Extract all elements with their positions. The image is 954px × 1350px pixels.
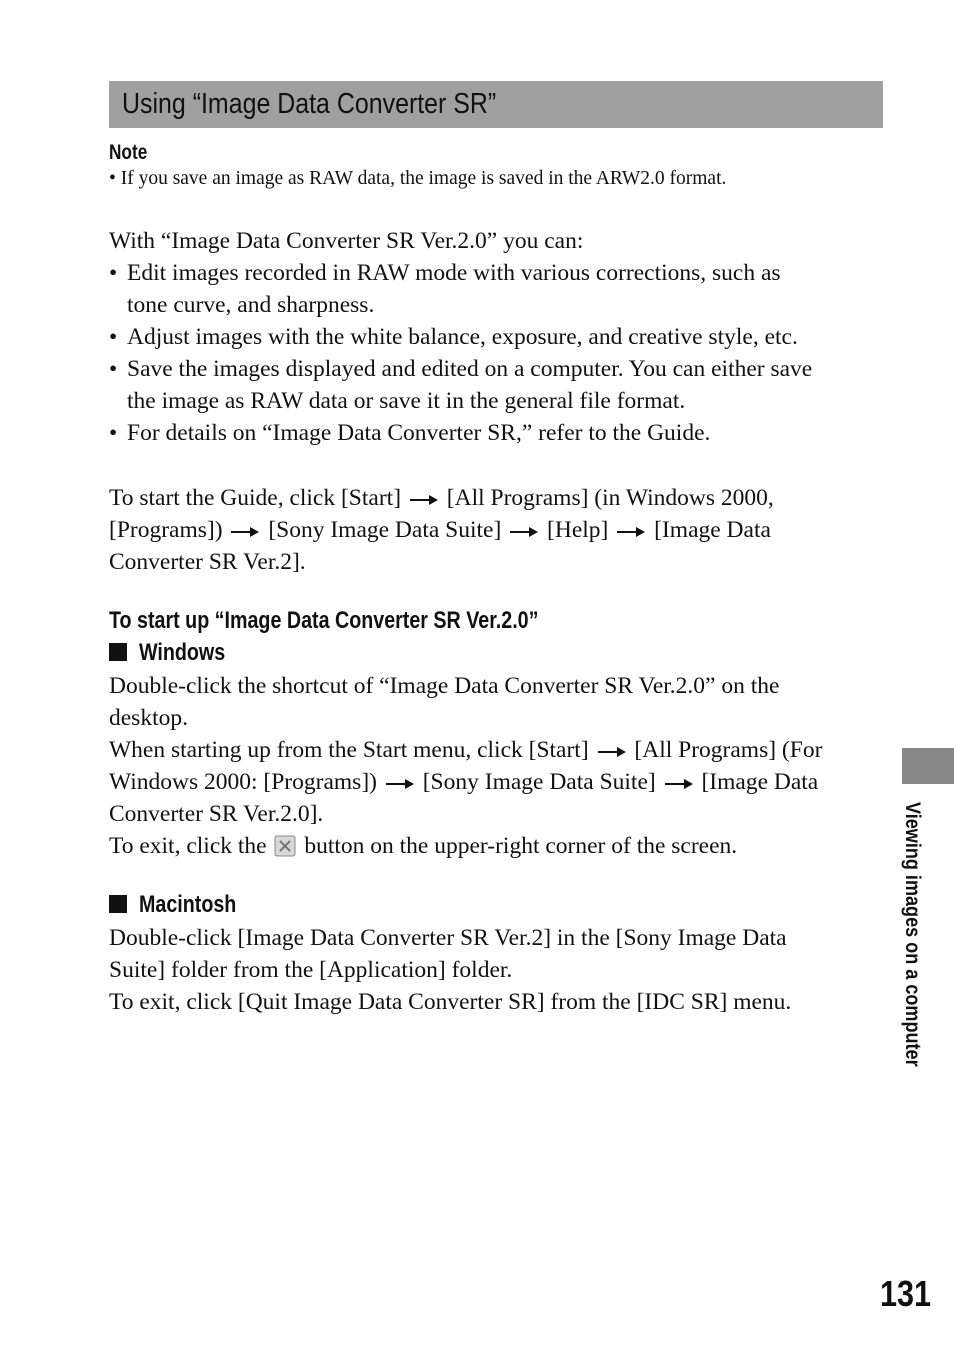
section-title: Using “Image Data Converter SR” bbox=[122, 88, 497, 120]
side-section-label: Viewing images on a computer bbox=[901, 802, 924, 1067]
windows-heading: Windows bbox=[109, 638, 244, 668]
square-bullet-icon bbox=[109, 643, 127, 661]
startup-heading: To start up “Image Data Converter SR Ver.2.0” bbox=[109, 607, 539, 634]
note-text: • If you save an image as RAW data, the image is saved in the ARW2.0 format. bbox=[109, 168, 727, 189]
section-title-bar bbox=[109, 81, 883, 128]
square-bullet-icon bbox=[109, 895, 127, 913]
arrow-right-icon bbox=[664, 777, 694, 791]
macintosh-heading: Macintosh bbox=[109, 890, 258, 920]
section-tab-marker bbox=[902, 748, 954, 784]
arrow-right-icon bbox=[230, 525, 260, 539]
guide-instructions: To start the Guide, click [Start] [All Programs] (in Windows 2000, [Programs]) [Sony Image Data Suite] [Help] [Image Data Converter SR Ver.2]. bbox=[109, 485, 774, 575]
list-item: • Save the images displayed and edited on a computer. You can either save the image as RAW data or save it in the general file format. bbox=[109, 356, 813, 414]
page-number: 131 bbox=[880, 1273, 932, 1314]
arrow-right-icon bbox=[409, 493, 439, 507]
windows-instructions: Double-click the shortcut of “Image Data Converter SR Ver.2.0” on the desktop. When starting up from the Start menu, click [Start] [All Programs] (For Windows 2000: [Programs]) [Sony Image Data Suite] [Image Data Converter SR Ver.2.0]. To exit, click the button on the upper-right corner of the screen. bbox=[109, 673, 823, 859]
note-heading: Note bbox=[109, 141, 148, 164]
intro-block bbox=[109, 225, 889, 449]
list-item: • Edit images recorded in RAW mode with various corrections, such as tone curve, and sharpness. bbox=[109, 260, 781, 318]
feature-list bbox=[109, 257, 889, 449]
arrow-right-icon bbox=[597, 745, 627, 759]
arrow-right-icon bbox=[509, 525, 539, 539]
list-item: • Adjust images with the white balance, exposure, and creative style, etc. bbox=[109, 324, 798, 350]
arrow-right-icon bbox=[385, 777, 415, 791]
arrow-right-icon bbox=[616, 525, 646, 539]
macintosh-instructions: Double-click [Image Data Converter SR Ver.2] in the [Sony Image Data Suite] folder from the [Application] folder. To exit, click [Quit Image Data Converter SR] from the [IDC SR] menu. bbox=[109, 925, 792, 1015]
close-button-icon bbox=[274, 835, 296, 857]
intro-lead: With “Image Data Converter SR Ver.2.0” you can: bbox=[109, 228, 584, 254]
list-item: • For details on “Image Data Converter SR,” refer to the Guide. bbox=[109, 420, 711, 446]
